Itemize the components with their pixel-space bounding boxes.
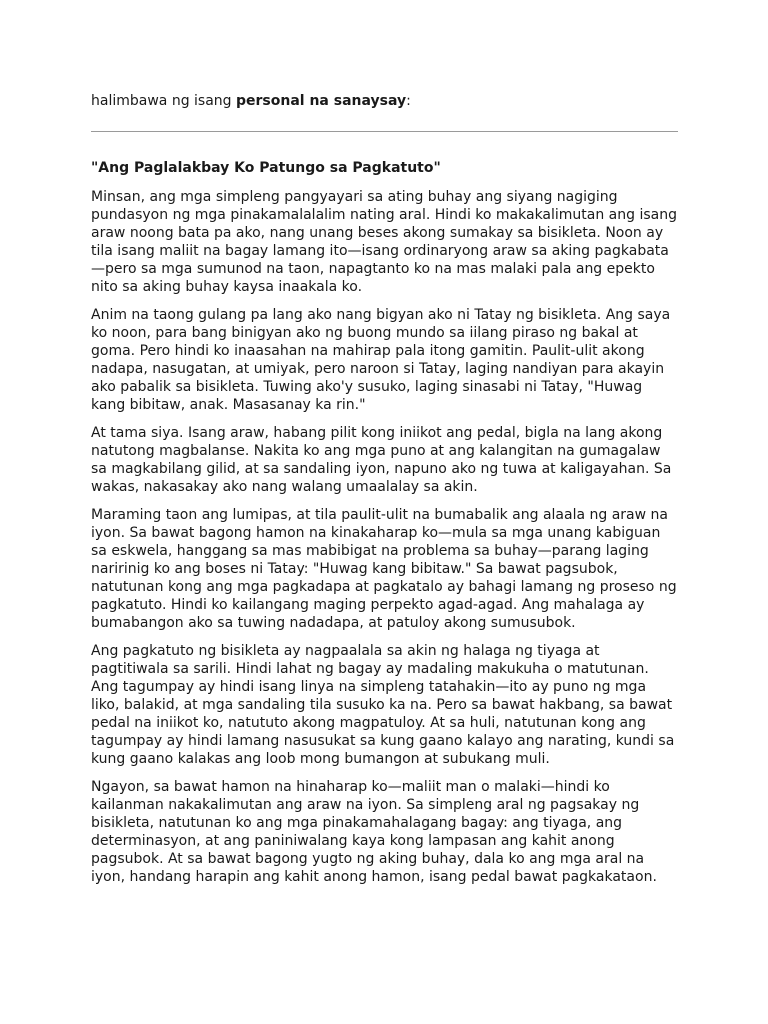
essay-paragraph-4: Maraming taon ang lumipas, at tila paulit-ulit na bumabalik ang alaala ng araw na iyon. Sa bawat bagong hamon na kinakaharap ko—mula sa mga unang kabiguan sa eskwela, hanggang sa mas mabibigat na problema sa buhay—parang laging naririnig ko ang boses ni Tatay: "Huwag kang bibitaw." Sa bawat pagsubok, natutunan kong ang mga pagkadapa at pagkatalo ay bahagi lamang ng proseso ng pagkatuto. Hindi ko kailangang maging perpekto agad-agad. Ang mahalaga ay bumabangon ako sa tuwing nadadapa, at patuloy akong sumusubok. bbox=[91, 507, 677, 631]
essay-paragraph-2: Anim na taong gulang pa lang ako nang bigyan ako ni Tatay ng bisikleta. Ang saya ko noon, para bang binigyan ako ng buong mundo sa iilang piraso ng bakal at goma. Pero hindi ko inaasahan na mahirap pala itong gamitin. Paulit-ulit akong nadapa, nasugatan, at umiyak, pero naroon si Tatay, laging nandiyan para akayin ako pabalik sa bisikleta. Tuwing ako'y susuko, laging sinasabi ni Tatay, "Huwag kang bibitaw, anak. Masasanay ka rin." bbox=[91, 307, 671, 413]
intro-line bbox=[91, 91, 678, 111]
intro-prefix: halimbawa ng isang bbox=[91, 93, 236, 109]
essay-paragraph-5: Ang pagkatuto ng bisikleta ay nagpaalala sa akin ng halaga ng tiyaga at pagtitiwala sa sarili. Hindi lahat ng bagay ay madaling makukuha o matutunan. Ang tagumpay ay hindi isang linya na simpleng tatahakin—ito ay puno ng mga liko, balakid, at mga sandaling tila susuko ka na. Pero sa bawat hakbang, sa bawat pedal na iniikot ko, natututo akong magpatuloy. At sa huli, natutunan kong ang tagumpay ay hindi lamang nasusukat sa kung gaano kalayo ang narating, kundi sa kung gaano kalakas ang loob mong bumangon at subukang muli. bbox=[91, 643, 675, 767]
essay-title: "Ang Paglalakbay Ko Patungo sa Pagkatuto" bbox=[91, 160, 441, 176]
essay-paragraph-1: Minsan, ang mga simpleng pangyayari sa ating buhay ang siyang nagiging pundasyon ng mga pinakamalalalim nating aral. Hindi ko makakalimutan ang isang araw noong bata pa ako, nang unang beses akong sumakay sa bisikleta. Noon ay tila isang maliit na bagay lamang ito—isang ordinaryong araw sa aking pagkabata—pero sa mga sumunod na taon, napagtanto ko na mas malaki pala ang epekto nito sa aking buhay kaysa inaakala ko. bbox=[91, 189, 677, 295]
intro-suffix: : bbox=[406, 93, 411, 109]
essay-paragraph-3: At tama siya. Isang araw, habang pilit kong iniikot ang pedal, bigla na lang akong natutong magbalanse. Nakita ko ang mga puno at ang kalangitan na gumagalaw sa magkabilang gilid, at sa sandaling iyon, napuno ako ng tuwa at kaligayahan. Sa wakas, nakasakay ako nang walang umaalalay sa akin. bbox=[91, 425, 672, 495]
horizontal-divider bbox=[91, 131, 678, 132]
essay-paragraph-6: Ngayon, sa bawat hamon na hinaharap ko—maliit man o malaki—hindi ko kailanman nakakalimutan ang araw na iyon. Sa simpleng aral ng pagsakay ng bisikleta, natutunan ko ang mga pinakamahalagang bagay: ang tiyaga, ang determinasyon, at ang paniniwalang kaya kong lampasan ang kahit anong pagsubok. At sa bawat bagong yugto ng aking buhay, dala ko ang mga aral na iyon, handang harapin ang kahit anong hamon, isang pedal bawat pagkakataon. bbox=[91, 779, 657, 885]
intro-bold-term: personal na sanaysay bbox=[236, 93, 407, 109]
